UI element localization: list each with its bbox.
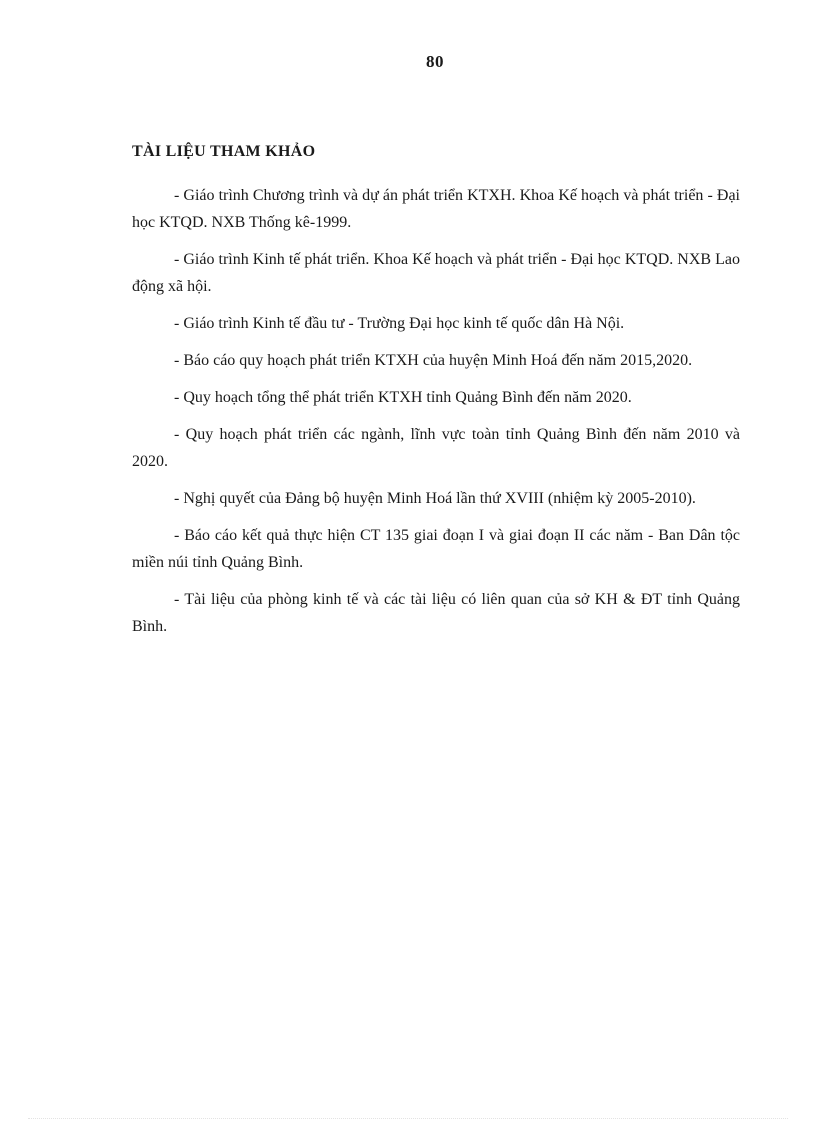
reference-item-2: - Giáo trình Kinh tế phát triển. Khoa Kế hoạch và phát triển - Đại học KTQD. NXB Lao động xã hội. bbox=[132, 251, 740, 295]
page-number: 80 bbox=[426, 52, 444, 71]
reference-item-5: - Quy hoạch tổng thể phát triển KTXH tỉnh Quảng Bình đến năm 2020. bbox=[174, 389, 632, 406]
reference-item-4: - Báo cáo quy hoạch phát triển KTXH của huyện Minh Hoá đến năm 2015,2020. bbox=[174, 352, 693, 369]
reference-item-1: - Giáo trình Chương trình và dự án phát triển KTXH. Khoa Kế hoạch và phát triển - Đại học KTQD. NXB Thống kê-1999. bbox=[132, 187, 740, 231]
reference-item-9: - Tài liệu của phòng kinh tế và các tài liệu có liên quan của sở KH & ĐT tỉnh Quảng Bình. bbox=[132, 591, 740, 635]
reference-item-8: - Báo cáo kết quả thực hiện CT 135 giai đoạn I và giai đoạn II các năm - Ban Dân tộc miền núi tỉnh Quảng Bình. bbox=[132, 527, 740, 571]
reference-item-7: - Nghị quyết của Đảng bộ huyện Minh Hoá lần thứ XVIII (nhiệm kỳ 2005-2010). bbox=[174, 490, 696, 507]
page-bottom-divider bbox=[28, 1118, 788, 1119]
references-heading: TÀI LIỆU THAM KHẢO bbox=[132, 143, 316, 160]
reference-item-3: - Giáo trình Kinh tế đầu tư - Trường Đại học kinh tế quốc dân Hà Nội. bbox=[174, 315, 625, 332]
references-list bbox=[132, 182, 740, 650]
reference-item-6: - Quy hoạch phát triển các ngành, lĩnh vực toàn tỉnh Quảng Bình đến năm 2010 và 2020. bbox=[132, 426, 740, 470]
